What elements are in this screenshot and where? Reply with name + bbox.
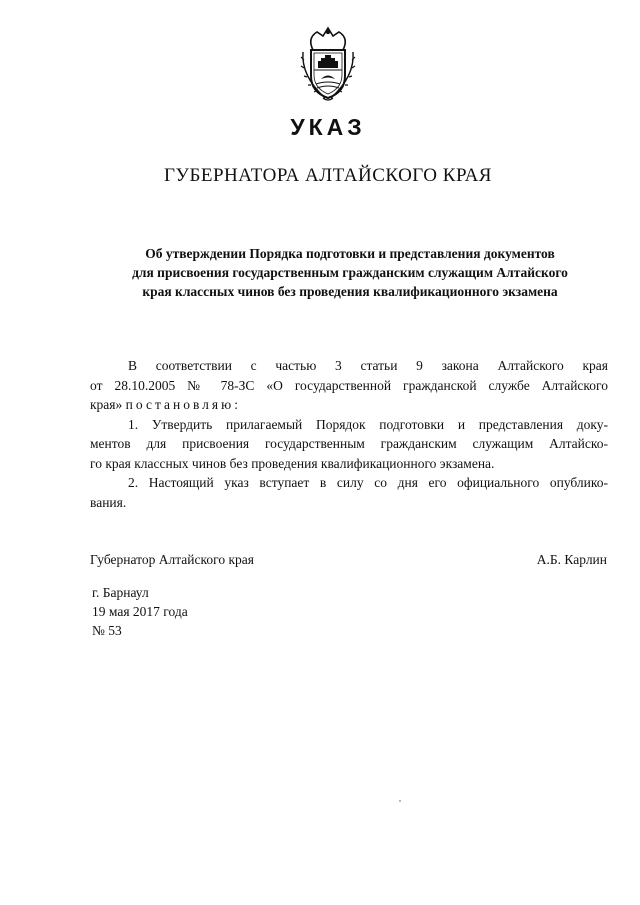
item-2-line: вания. (90, 494, 127, 510)
body-line (90, 395, 608, 415)
heading-line: края классных чинов без проведения квалификационного экзамена (142, 284, 558, 299)
item-1-line: ментов для присвоения государственным гражданским служащим Алтайско- (90, 436, 608, 451)
decree-number: № 53 (92, 623, 122, 638)
document-title: УКАЗ (290, 114, 366, 140)
document-body (90, 356, 608, 512)
document-heading (90, 244, 610, 301)
item-2-line: 2. Настоящий указ вступает в силу со дня его официального опублико- (128, 475, 608, 490)
decree-word: постановляю: (125, 397, 241, 412)
item-1-line: го края классных чинов без проведения квалификационного экзамена. (90, 455, 495, 471)
signatory-position: Губернатор Алтайского края (90, 552, 254, 567)
body-line-prefix: края» (90, 397, 123, 412)
scan-speck (399, 800, 401, 802)
signatory-name: А.Б. Карлин (536, 552, 607, 567)
body-line: от 28.10.2005 № 78-ЗС «О государственной гражданской службе Алтайского (90, 377, 608, 393)
city: г. Барнаул (92, 585, 149, 600)
place-and-date (92, 583, 188, 640)
document-subtitle: ГУБЕРНАТОРА АЛТАЙСКОГО КРАЯ (164, 165, 492, 186)
body-line: В соответствии с частью 3 статьи 9 закона Алтайского края (128, 358, 608, 373)
coat-of-arms-icon (299, 24, 357, 102)
date: 19 мая 2017 года (92, 604, 188, 619)
item-1-line: 1. Утвердить прилагаемый Порядок подготовки и представления доку- (128, 416, 608, 432)
heading-line: Об утверждении Порядка подготовки и представления документов (145, 246, 555, 261)
heading-line: для присвоения государственным гражданским служащим Алтайского (132, 265, 568, 280)
